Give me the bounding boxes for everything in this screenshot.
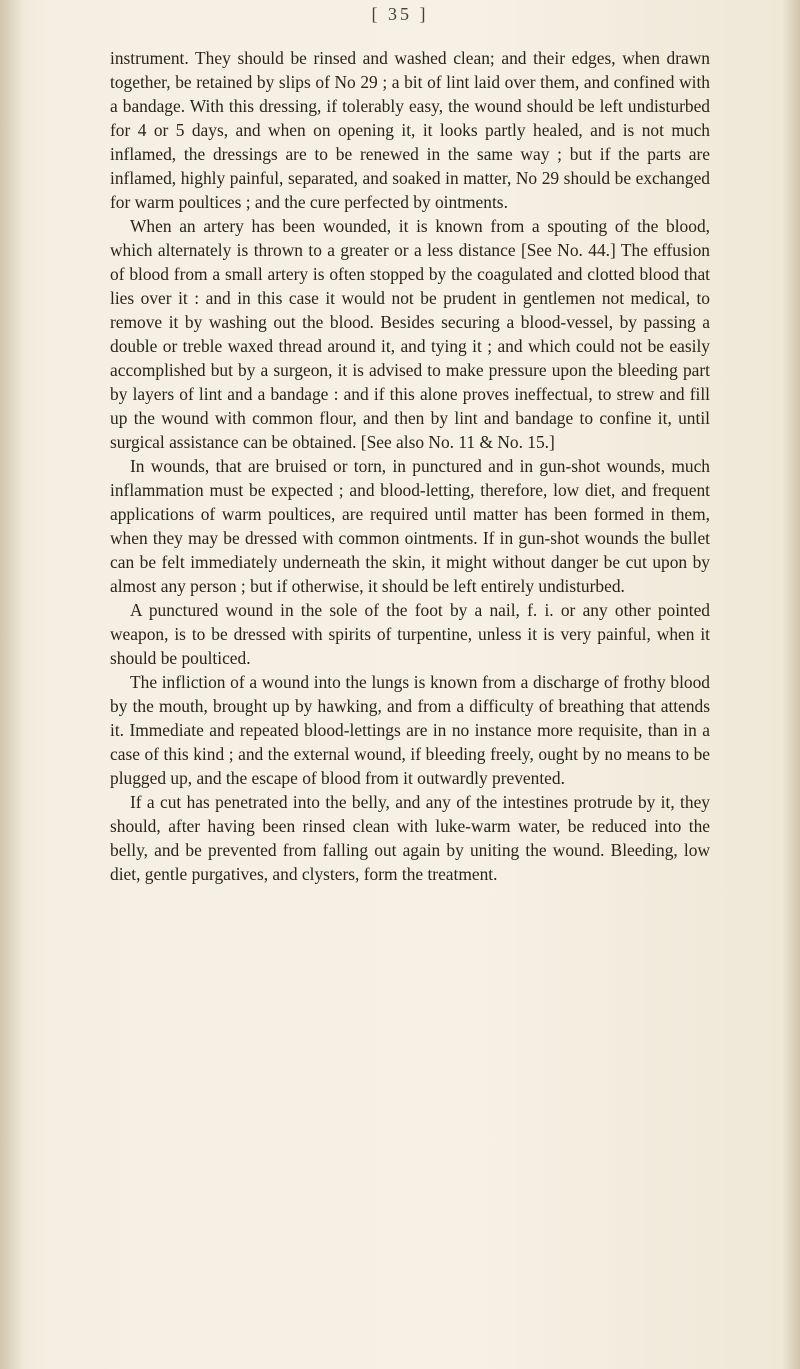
page-number: [ 35 ] xyxy=(371,4,429,24)
binding-shadow xyxy=(0,0,24,1369)
body-text xyxy=(110,46,710,886)
paragraph-artery: When an artery has been wounded, it is known from a spouting of the blood, which alternately is thrown to a greater or a less distance [See No. 44.] The effusion of blood from a small artery is often stopped by the coagulated and clotted blood that lies over it : and in this case it would not be prudent in gentlemen not medical, to remove it by washing out the blood. Besides securing a blood-vessel, by passing a double or treble waxed thread around it, and tying it ; and which could not be easily accomplished but by a surgeon, it is advised to make pressure upon the bleeding part by layers of lint and a bandage : and if this alone proves ineffectual, to strew and fill up the wound with common flour, and then by lint and bandage to confine it, until surgical assistance can be obtained. [See also No. 11 & No. 15.] xyxy=(110,216,710,452)
paragraph-belly: If a cut has penetrated into the belly, and any of the intestines protrude by it, they should, after having been rinsed clean with luke-warm water, be reduced into the belly, and be prevented from falling out again by uniting the wound. Bleeding, low diet, gentle purgatives, and clysters, form the treatment. xyxy=(110,792,710,884)
page-edge-shadow xyxy=(782,0,800,1369)
paragraph-lungs: The infliction of a wound into the lungs is known from a discharge of frothy blood by the mouth, brought up by hawking, and from a difficulty of breathing that attends it. Immediate and repeated blood-lettings are in no instance more requisite, than in a case of this kind ; and the external wound, if bleeding freely, ought by no means to be plugged up, and the escape of blood from it outwardly prevented. xyxy=(110,672,710,788)
paragraph-bruised-wounds: In wounds, that are bruised or torn, in punctured and in gun-shot wounds, much inflammation must be expected ; and blood-letting, therefore, low diet, and frequent applications of warm poultices, are required until matter has been formed in them, when they may be dressed with common ointments. If in gun-shot wounds the bullet can be felt immediately underneath the skin, it might without danger be cut upon by almost any person ; but if otherwise, it should be left entirely undisturbed. xyxy=(110,456,710,596)
paragraph-punctured-wound: A punctured wound in the sole of the foot by a nail, f. i. or any other pointed weapon, is to be dressed with spirits of turpentine, unless it is very painful, when it should be poulticed. xyxy=(110,600,710,668)
paragraph-instrument: instrument. They should be rinsed and washed clean; and their edges, when drawn together, be retained by slips of No 29 ; a bit of lint laid over them, and confined with a bandage. With this dressing, if tolerably easy, the wound should be left undisturbed for 4 or 5 days, and when on opening it, it looks partly healed, and is not much inflamed, the dressings are to be renewed in the same way ; but if the parts are inflamed, highly painful, separated, and soaked in matter, No 29 should be exchanged for warm poultices ; and the cure perfected by ointments. xyxy=(110,48,710,212)
